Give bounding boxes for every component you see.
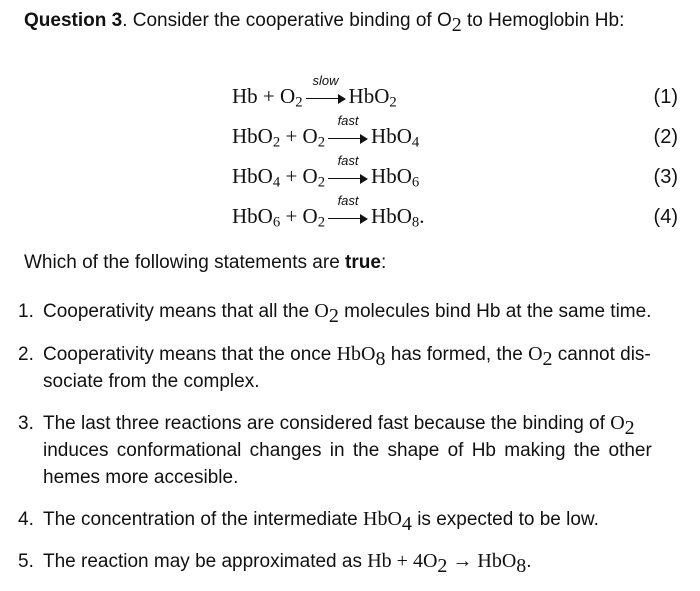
statement-3: 3. The last three reactions are considered fast because the binding of $O_2$ induces conformational changes in the shape of Hb making the other hemes more accesible. <box>18 412 652 488</box>
statement-2: 2. Cooperativity means that the once HbO$_8$ has formed, the $O_2$ cannot dis- sociate from the complex. <box>18 343 651 392</box>
equation-number: (4) <box>653 206 678 228</box>
equation-number: (1) <box>653 86 678 108</box>
question-heading: Question 3. Consider the cooperative binding of $O_2$ to Hemoglobin Hb: <box>24 10 625 36</box>
reaction-arrow: slow <box>306 92 346 104</box>
statement-1: 1. Cooperativity means that all the $O_2$ molecules bind Hb at the same time. <box>18 300 652 327</box>
equation-1: $Hb + O_2$ slow HbO$_2$ <box>232 73 397 111</box>
statement-5: 5. The reaction may be approximated as $Hb + 4O_2 \to HbO_8$. <box>18 550 532 577</box>
reaction-arrow: fast <box>328 172 368 184</box>
equation-4: $HbO_6 + O_2$ fast HbO$_8$. <box>232 193 425 231</box>
question-label: Question 3 <box>24 10 123 31</box>
statement-4: 4. The concentration of the intermediate HbO$_4$ is expected to be low. <box>18 508 599 535</box>
reaction-arrow: fast <box>328 212 368 224</box>
equation-number: (3) <box>653 166 678 188</box>
statement-prompt: Which of the following statements are true: <box>24 252 387 273</box>
equation-2: $HbO_2 + O_2$ fast HbO$_4$ <box>232 113 420 151</box>
equation-3: $HbO_4 + O_2$ fast HbO$_6$ <box>232 153 420 191</box>
reaction-arrow: fast <box>328 132 368 144</box>
equation-number: (2) <box>653 126 678 148</box>
